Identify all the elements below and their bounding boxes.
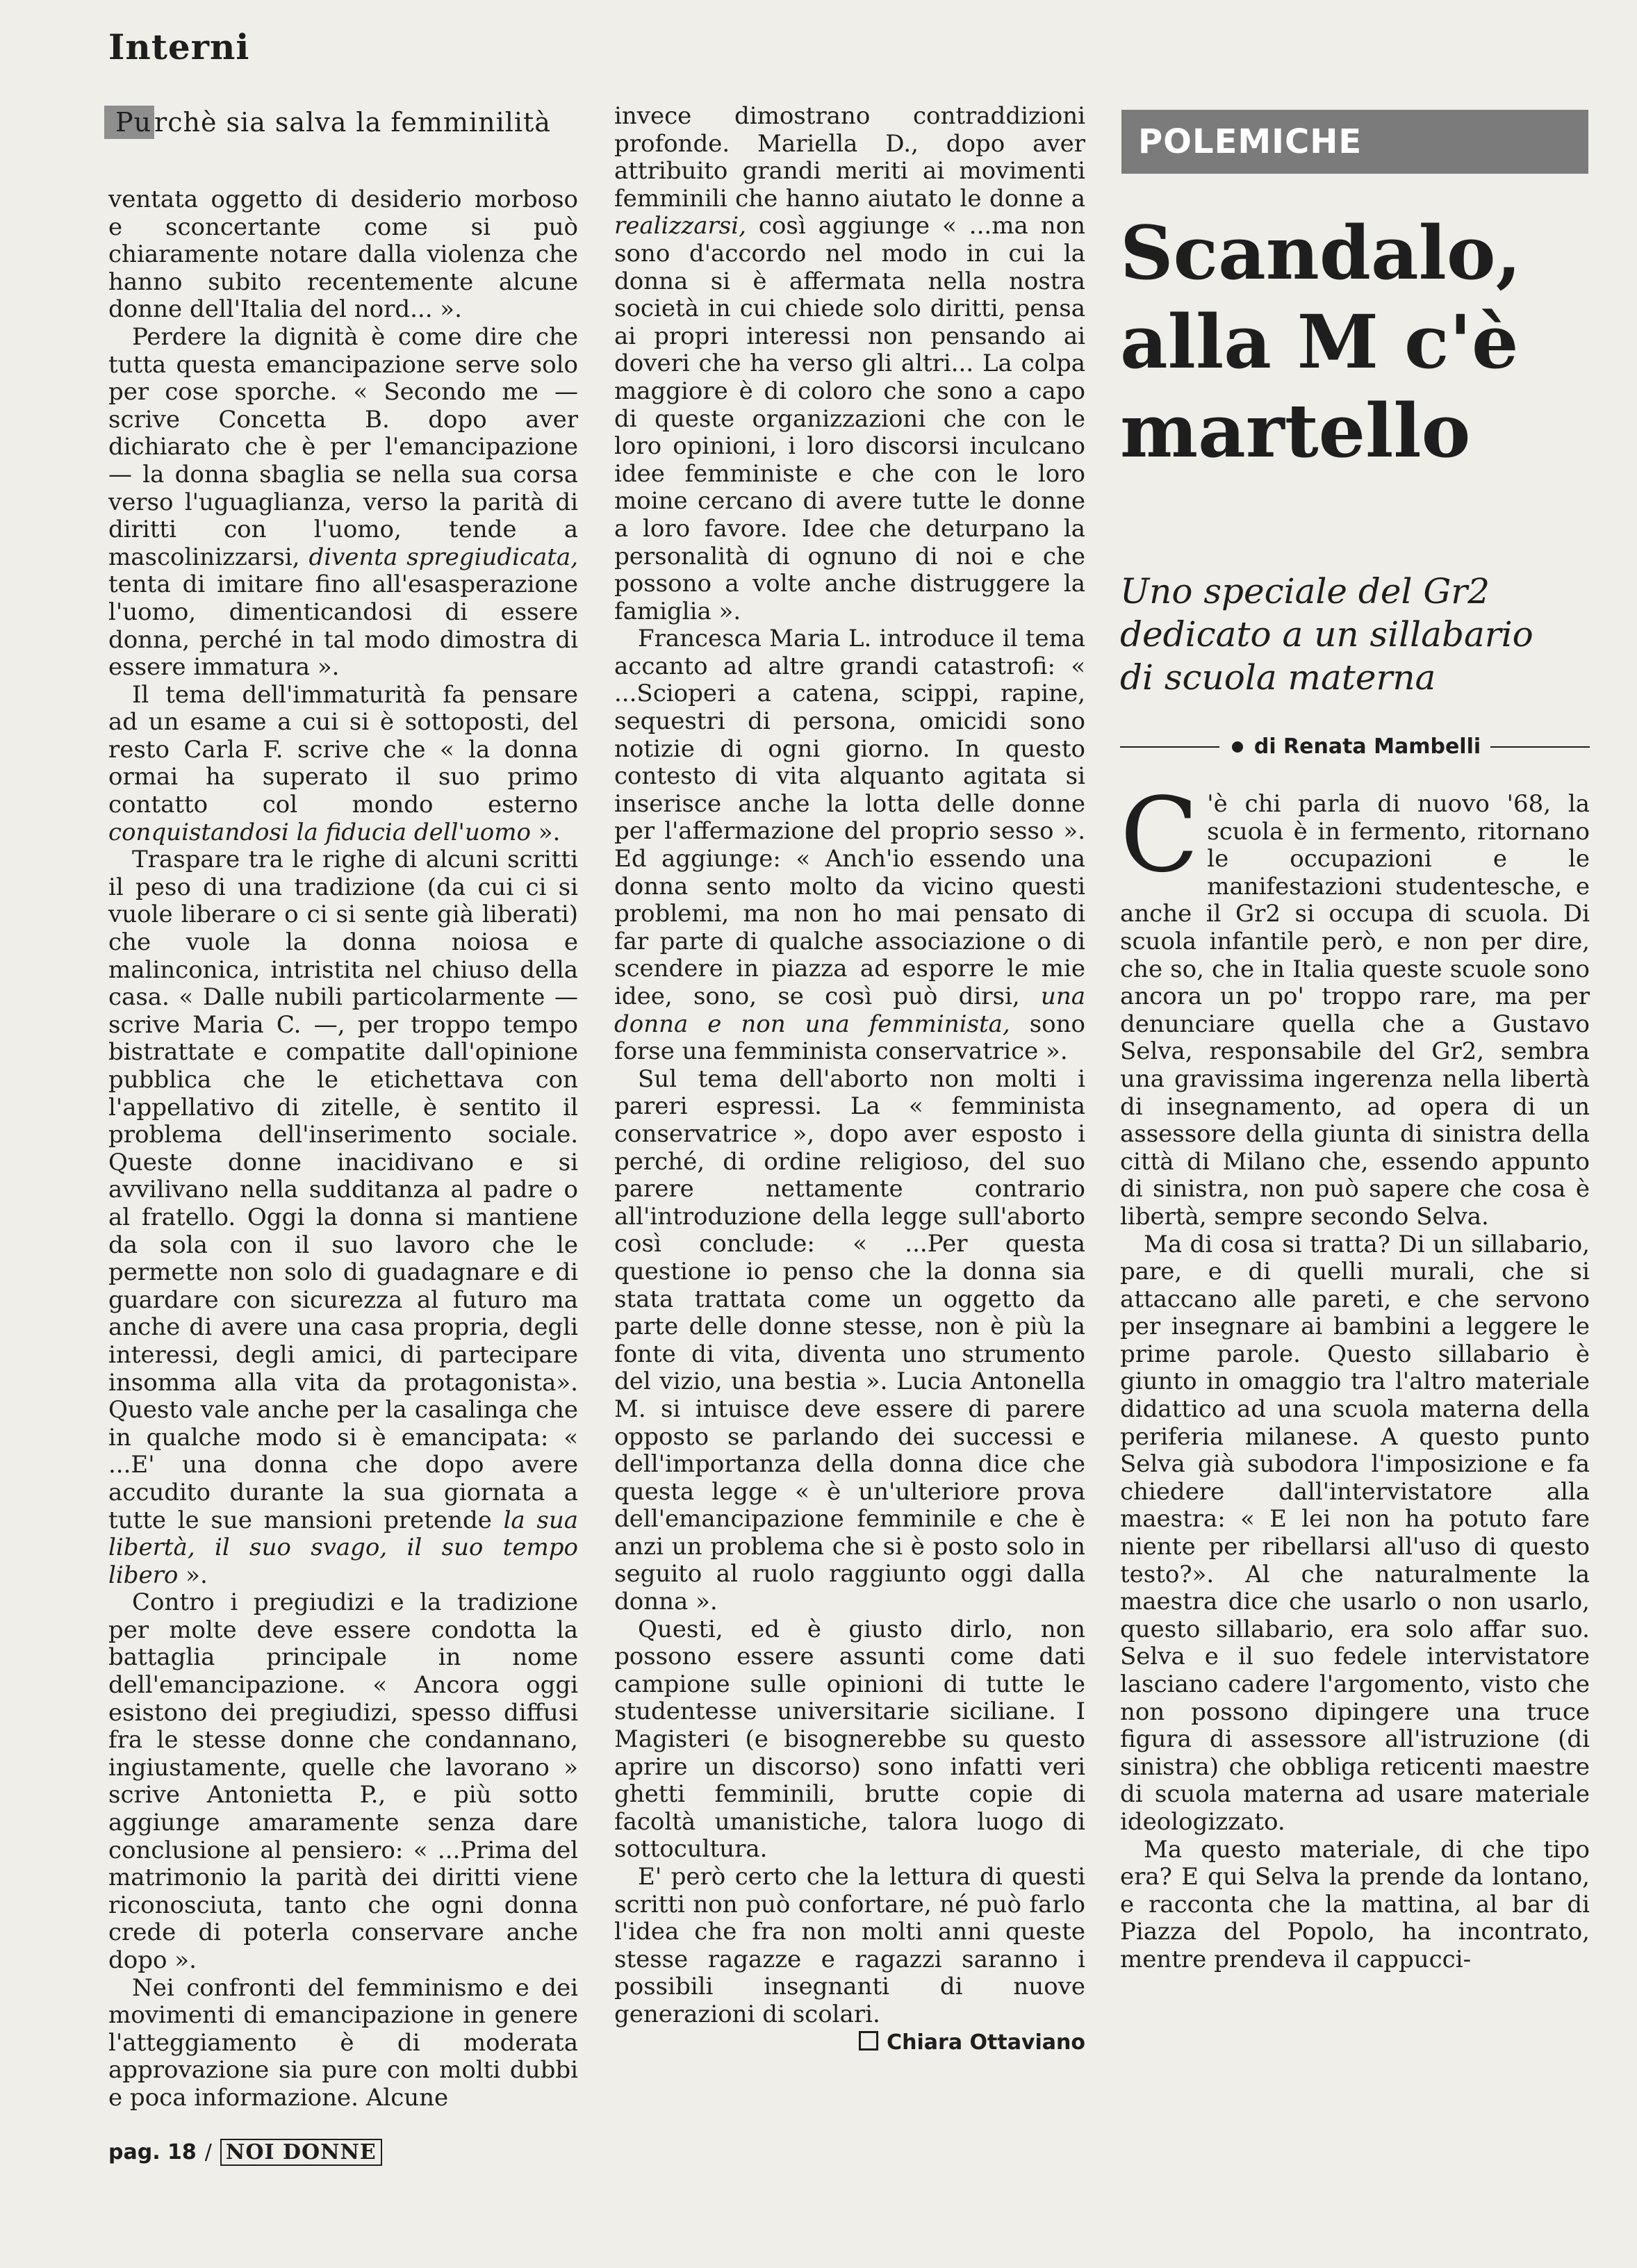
text-run: ». [178, 1561, 208, 1589]
paragraph [614, 1066, 1085, 1616]
page-footer [108, 2139, 382, 2166]
article-signature [614, 2029, 1085, 2057]
paragraph [108, 1975, 578, 2112]
text-run: Contro i pregiudizi e la tradizione per molte deve essere condotta la battaglia principale in nome dell'emancipazione. « Ancora oggi esistono dei pregiudizi, spesso diffusi fra le stesse donne che condannano, ingiustamente, quelle che lavorano » scrive Antonietta P., e più sotto aggiunge amaramente senza dare conclusione al pensiero: « ...Prima del matrimonio la parità dei diritti viene riconosciuta, tanto che ogni donna crede di poterla conservare anche dopo ». [108, 1588, 578, 1974]
text-run: sono forse una femminista conservatrice ». [614, 1010, 1085, 1066]
italic-text: diventa spregiudicata, [309, 543, 579, 571]
paragraph [614, 103, 1085, 625]
text-run: Perdere la dignità è come dire che tutta questa emancipazione serve solo per cose sporche. « Secondo me — scrive Concetta B. dopo aver dichiarato che è per l'emancipazione — la donna sbaglia se nella sua corsa verso l'uguaglianza, verso la parità di diritti con l'uomo, tende a mascolinizzarsi, [108, 322, 578, 571]
subhead-line: Uno speciale del Gr2 [1120, 571, 1490, 611]
article-kicker [108, 107, 578, 138]
section-label: Interni [108, 26, 250, 67]
text-run: Ma questo materiale, di che tipo era? E qui Selva la prende da lontano, e racconta che la mattina, al bar di Piazza del Popolo, ha incontrato, mentre prendeva il cappucci- [1120, 1835, 1590, 1973]
byline-rule-left [1120, 746, 1219, 748]
left-article-column-1 [108, 186, 578, 2112]
paragraph [108, 1589, 578, 1974]
left-article-column-2 [614, 103, 1085, 2056]
paragraph [1120, 1231, 1590, 1836]
author-name: Chiara Ottaviano [887, 2030, 1085, 2055]
italic-text: la sua libertà, il suo svago, il suo tempo libero [108, 1506, 579, 1589]
text-run: Ma di cosa si tratta? Di un sillabario, pare, e di quelli murali, che si attaccano alle pareti, e che servono per insegnare ai bambini a leggere le prime parole. Questo sillabario è giunto in omaggio tra l'altro materiale didattico ad una scuola materna della periferia milanese. A questo punto Selva già subodora l'imposizione e fa chiedere dall'intervistatore alla maestra: « E lei non ha potuto fare niente per ribellarsi all'uso di questo testo?». Al che naturalmente la maestra dice che usarlo o non usarlo, questo sillabario, era solo affar suo. Selva e il suo fedele intervistatore lasciano cadere l'argomento, visto che non possono dipingere una truce figura di assessore all'istruzione (di sinistra) che obbliga reticenti maestre di scuola materna ad usare materiale ideologizzato. [1120, 1230, 1590, 1836]
drop-cap: C [1120, 775, 1199, 895]
bullet-icon [1232, 741, 1243, 753]
magazine-logo: NOI DONNE [220, 2139, 382, 2166]
paragraph [108, 682, 578, 847]
text-run: ventata oggetto di desiderio morboso e sconcertante come si può chiaramente notare dalla violenza che hanno subito recentemente alcune donne dell'Italia del nord... ». [108, 186, 578, 324]
text-run: E' però certo che la lettura di questi scritti non può confortare, né può farlo l'idea che fra non molti anni queste stesse ragazze e ragazzi saranno i possibili insegnanti di nuove generazioni di scolari. [614, 1863, 1085, 2028]
text-run: ». [530, 818, 561, 846]
right-article-column [1120, 775, 1590, 1974]
text-run: Francesca Maria L. introduce il tema accanto ad altre grandi catastrofi: « ...Scioperi a catena, scippi, rapine, sequestri di persona, omicidi sono notizie di ogni giorno. In questo contesto di vita alquanto agitata si inserisce anche la lotta delle donne per l'affermazione del proprio sesso ». Ed aggiunge: « Anch'io essendo una donna sento molto da vicino questi problemi, ma non ho mai pensato di far parte di qualche associazione o di scendere in piazza ad esporre le mie idee, sono, se così può dirsi, [614, 625, 1085, 1010]
subheadline [1120, 570, 1590, 699]
subhead-line: dedicato a un sillabario [1120, 614, 1533, 655]
headline-line: martello [1120, 387, 1471, 474]
text-run: Il tema dell'immaturità fa pensare ad un esame a cui si è sottoposti, del resto Carla F. scrive che « la donna ormai ha superato il suo primo contatto col mondo esterno [108, 680, 578, 819]
italic-text: conquistandosi la fiducia dell'uomo [108, 818, 531, 846]
paragraph [1120, 775, 1590, 1231]
text-run: invece dimostrano contraddizioni profonde. Mariella D., dopo aver attribuito grandi meriti ai movimenti femminili che hanno aiutato le donne a [614, 102, 1085, 213]
paragraph [108, 186, 578, 324]
byline [1120, 734, 1590, 759]
category-banner: POLEMICHE [1121, 110, 1588, 174]
headline-line: Scandalo, [1120, 209, 1522, 296]
text-run: 'è chi parla di nuovo '68, la scuola è in fermento, ritornano le occupazioni e le manifestazioni studentesche, e anche il Gr2 si occupa di scuola. Di scuola infantile però, e non per dire, che so, che in Italia queste scuole sono ancora un po' troppo rare, ma per denunciare quella che a Gustavo Selva, responsabile del Gr2, sembra una gravissima ingerenza nella libertà di insegnamento, ad opera di un assessore della giunta di sinistra della città di Milano che, essendo appunto di sinistra, non può sapere che cosa è libertà, sempre secondo Selva. [1120, 790, 1590, 1231]
paragraph [108, 846, 578, 1589]
subhead-line: di scuola materna [1120, 657, 1436, 698]
headline-line: alla M c'è [1120, 298, 1519, 385]
text-run: Sul tema dell'aborto non molti i pareri espressi. La « femminista conservatrice », dopo aver esposto i perché, di ordine religioso, del suo parere nettamente contrario all'introduzione della legge sull'aborto così conclude: « ...Per questa questione io penso che la donna sia stata trattata come un oggetto da parte delle donne stesse, non è più la fonte di vita, diventa uno strumento del vizio, una bestia ». Lucia Antonella M. si intuisce deve essere di parere opposto se parlando dei successi e dell'importanza della donna dice che questa legge « è un'ulteriore prova dell'emancipazione femminile e che è anzi un problema che si è posto solo in seguito al ruolo raggiunto oggi dalla donna ». [614, 1065, 1085, 1616]
paragraph [614, 1864, 1085, 2029]
paragraph [1120, 1836, 1590, 1974]
footer-separator: / [204, 2140, 212, 2164]
byline-rule-right [1490, 746, 1590, 748]
text-run: Questi, ed è giusto dirlo, non possono essere assunti come dati campione sulle opinioni di tutte le studentesse universitarie siciliane. I Magisteri (e bisognerebbe su questo aprire un discorso) sono infatti veri ghetti femminili, brutte copie di facoltà umanistiche, talora luogo di sottocultura. [614, 1615, 1085, 1864]
text-run: tenta di imitare fino all'esasperazione l'uomo, dimenticandosi di essere donna, perché in tal modo dimostra di essere immatura ». [108, 570, 578, 682]
paragraph [614, 1616, 1085, 1864]
headline [1120, 208, 1606, 475]
end-mark-icon [859, 2031, 878, 2051]
italic-text: una donna e non una femminista, [614, 983, 1085, 1038]
text-run: Nei confronti del femminismo e dei movimenti di emancipazione in genere l'atteggiamento è di moderata approvazione sia pure con molti dubbi e poca informazione. Alcune [108, 1973, 578, 2112]
paragraph [614, 625, 1085, 1066]
kicker-text: rchè sia salva la femminilità [154, 107, 551, 138]
text-run: Traspare tra le righe di alcuni scritti il peso di una tradizione (da cui ci si vuole liberare o ci si sente già liberati) che vuole la donna noiosa e malinconica, intristita nel chiuso della casa. « Dalle nubili particolarmente — scrive Maria C. —, per troppo tempo bistrattate e compatite dall'opinione pubblica che le etichettava con l'appellativo di zitelle, è sentito il problema dell'inserimento sociale. Queste donne inacidivano e si avvilivano nella sudditanza al padre o al fratello. Oggi la donna si mantiene da sola con il suo lavoro che le permette non solo di guadagnare e di guardare con sicurezza al futuro ma anche di avere una casa propria, degli interessi, degli amici, di partecipare insomma alla vita da protagonista». Questo vale anche per la casalinga che in qualche modo si è emancipata: « ...E' una donna che dopo avere accudito durante la sua giornata a tutte le sue mansioni pretende [108, 846, 578, 1534]
paragraph [108, 324, 578, 682]
italic-text: realizzarsi, [614, 212, 746, 240]
byline-author: di Renata Mambelli [1253, 734, 1481, 759]
text-run: così aggiunge « ...ma non sono d'accordo nel modo in cui la donna si è affermata nella nostra società in cui chiede solo diritti, pensa ai propri interessi non pensando ai doveri che ha verso gli altri... La colpa maggiore è di coloro che sono a capo di queste organizzazioni che con le loro opinioni, i loro discorsi inculcano idee femministe e che con le loro moine cercano di avere tutte le donne a loro favore. Idee che deturpano la personalità di ognuno di noi e che possono a volte anche distruggere la famiglia ». [614, 212, 1085, 625]
page-number: pag. 18 [108, 2140, 197, 2164]
kicker-highlight: Pu [104, 106, 154, 139]
